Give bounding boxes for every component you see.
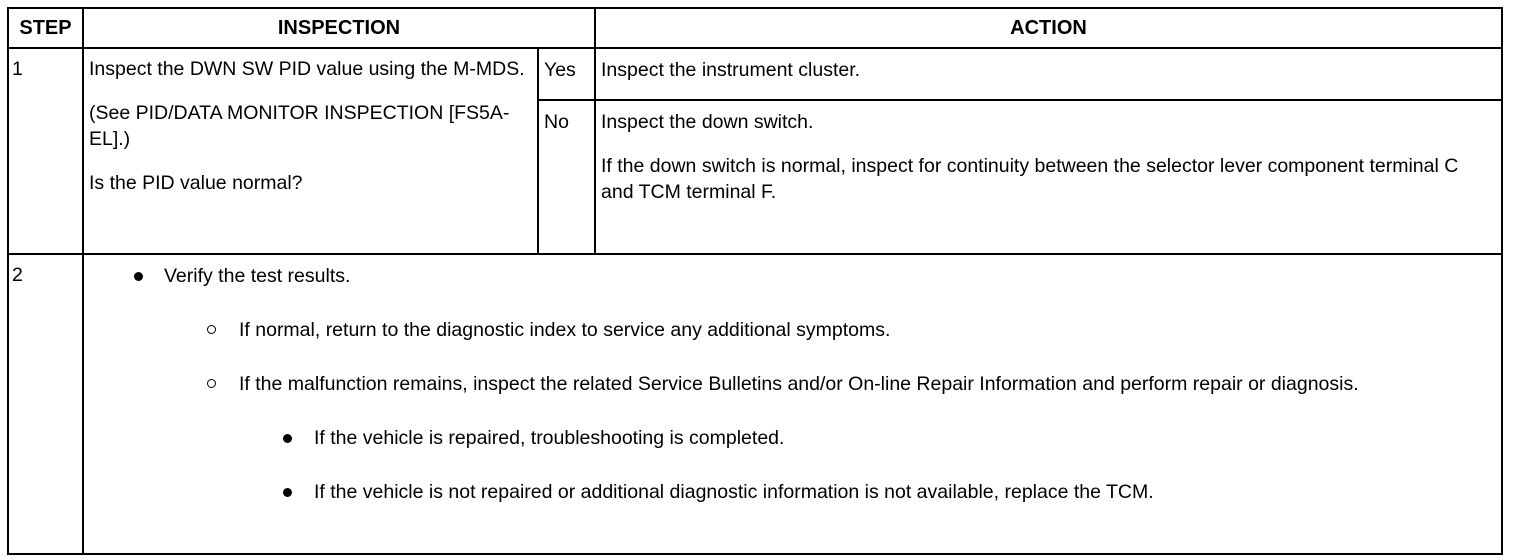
no-action-detail: If the down switch is normal, inspect for continuity between the selector lever component terminal C and TCM terminal F. — [601, 155, 1459, 203]
no-label-cell — [538, 100, 595, 254]
yes-action-text: Inspect the instrument cluster. — [601, 59, 861, 81]
list-item-text: If the malfunction remains, inspect the related Service Bulletins and/or On-line Repair Information and perform repair or diagnosis. — [239, 373, 1359, 395]
step-2-content-cell — [83, 254, 1502, 554]
step-2-number-cell — [8, 254, 83, 554]
open-bullet-icon — [207, 379, 216, 388]
step-2-row — [8, 254, 1502, 554]
inspection-column-header: INSPECTION — [83, 8, 595, 48]
filled-bullet-icon — [283, 488, 292, 497]
list-item — [84, 317, 1501, 343]
inspection-question: Is the PID value normal? — [89, 172, 303, 194]
step-1-yes-row — [8, 48, 1502, 100]
action-column-header: ACTION — [595, 8, 1502, 48]
header-row — [8, 8, 1502, 48]
list-item — [84, 479, 1501, 505]
filled-bullet-icon — [134, 272, 143, 281]
step-column-header: STEP — [8, 8, 83, 48]
step-1-number-cell — [8, 48, 83, 254]
list-item-text: Verify the test results. — [164, 265, 351, 287]
no-label: No — [544, 111, 569, 133]
filled-bullet-icon — [283, 434, 292, 443]
step-1-inspection-cell — [83, 48, 538, 254]
list-item-text: If the vehicle is not repaired or additional diagnostic information is not available, replace the TCM. — [314, 481, 1154, 503]
yes-action-cell — [595, 48, 1502, 100]
step-number: 1 — [12, 58, 23, 80]
list-item — [84, 263, 1501, 289]
yes-label-cell — [538, 48, 595, 100]
list-item-text: If the vehicle is repaired, troubleshooting is completed. — [314, 427, 785, 449]
yes-label: Yes — [544, 59, 576, 81]
step-number: 2 — [12, 264, 23, 286]
inspection-reference: (See PID/DATA MONITOR INSPECTION [FS5A-EL].) — [89, 102, 510, 150]
inspection-instruction: Inspect the DWN SW PID value using the M-MDS. — [89, 58, 525, 80]
list-item-text: If normal, return to the diagnostic index to service any additional symptoms. — [239, 319, 891, 341]
no-action-text: Inspect the down switch. — [601, 111, 814, 133]
open-bullet-icon — [207, 325, 216, 334]
diagnostic-procedure-table — [7, 7, 1503, 555]
no-action-cell — [595, 100, 1502, 254]
list-item — [84, 371, 1379, 397]
list-item — [84, 425, 1501, 451]
